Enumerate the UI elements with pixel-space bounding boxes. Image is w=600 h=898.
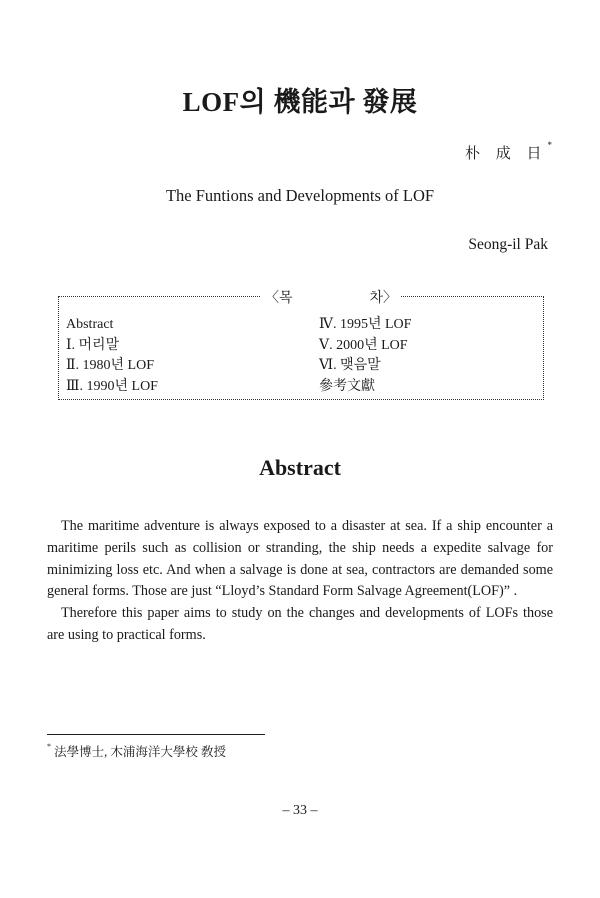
toc-item: Abstract: [66, 317, 114, 332]
toc-item: 參考文獻: [319, 378, 375, 394]
footnote-divider: [47, 734, 265, 735]
toc-caption: [261, 287, 401, 307]
abstract-heading: Abstract: [259, 455, 341, 480]
footnote-text: 法學博士, 木浦海洋大學校 敎授: [54, 745, 227, 759]
author-korean: [465, 142, 552, 163]
toc-right-column: [319, 315, 411, 397]
author-korean-name: 朴 成 日: [464, 146, 548, 162]
footnote: [47, 742, 226, 760]
toc-item: Ⅳ. 1995년 LOF: [319, 317, 412, 332]
toc-caption-open: 〈목: [265, 291, 293, 306]
toc-item: Ⅱ. 1980년 LOF: [66, 358, 154, 373]
toc-left-column: [66, 315, 158, 397]
toc-item: Ⅵ. 맺음말: [319, 358, 381, 373]
abstract-paragraph: Therefore this paper aims to study on the changes and developments of LOFs those are using to practical forms.: [47, 605, 553, 643]
footnote-mark: *: [47, 742, 51, 751]
toc-item: Ⅴ. 2000년 LOF: [319, 337, 408, 353]
paper-title: LOF의 機能과 發展: [182, 87, 418, 117]
table-of-contents: [58, 291, 544, 400]
page-number: – 33 –: [282, 803, 318, 818]
abstract-body: [47, 516, 553, 647]
abstract-paragraph: The maritime adventure is always exposed to a disaster at sea. If a ship encounter a maritime perils such as collision or stranding, the ship needs a expedite salvage for minimizing loss etc. And when a salvage is done at sea, contractors are demanded some general forms. Those are just “Lloyd’s Standard Form Salvage Agreement(LOF)” .: [47, 518, 553, 600]
author-english: Seong-il Pak: [468, 236, 548, 253]
toc-item: Ⅰ. 머리말: [66, 337, 120, 353]
paper-title-english: The Funtions and Developments of LOF: [165, 186, 435, 205]
toc-item: Ⅲ. 1990년 LOF: [66, 378, 158, 394]
toc-caption-close: 차〉: [369, 291, 397, 306]
author-footnote-mark: *: [547, 140, 552, 150]
